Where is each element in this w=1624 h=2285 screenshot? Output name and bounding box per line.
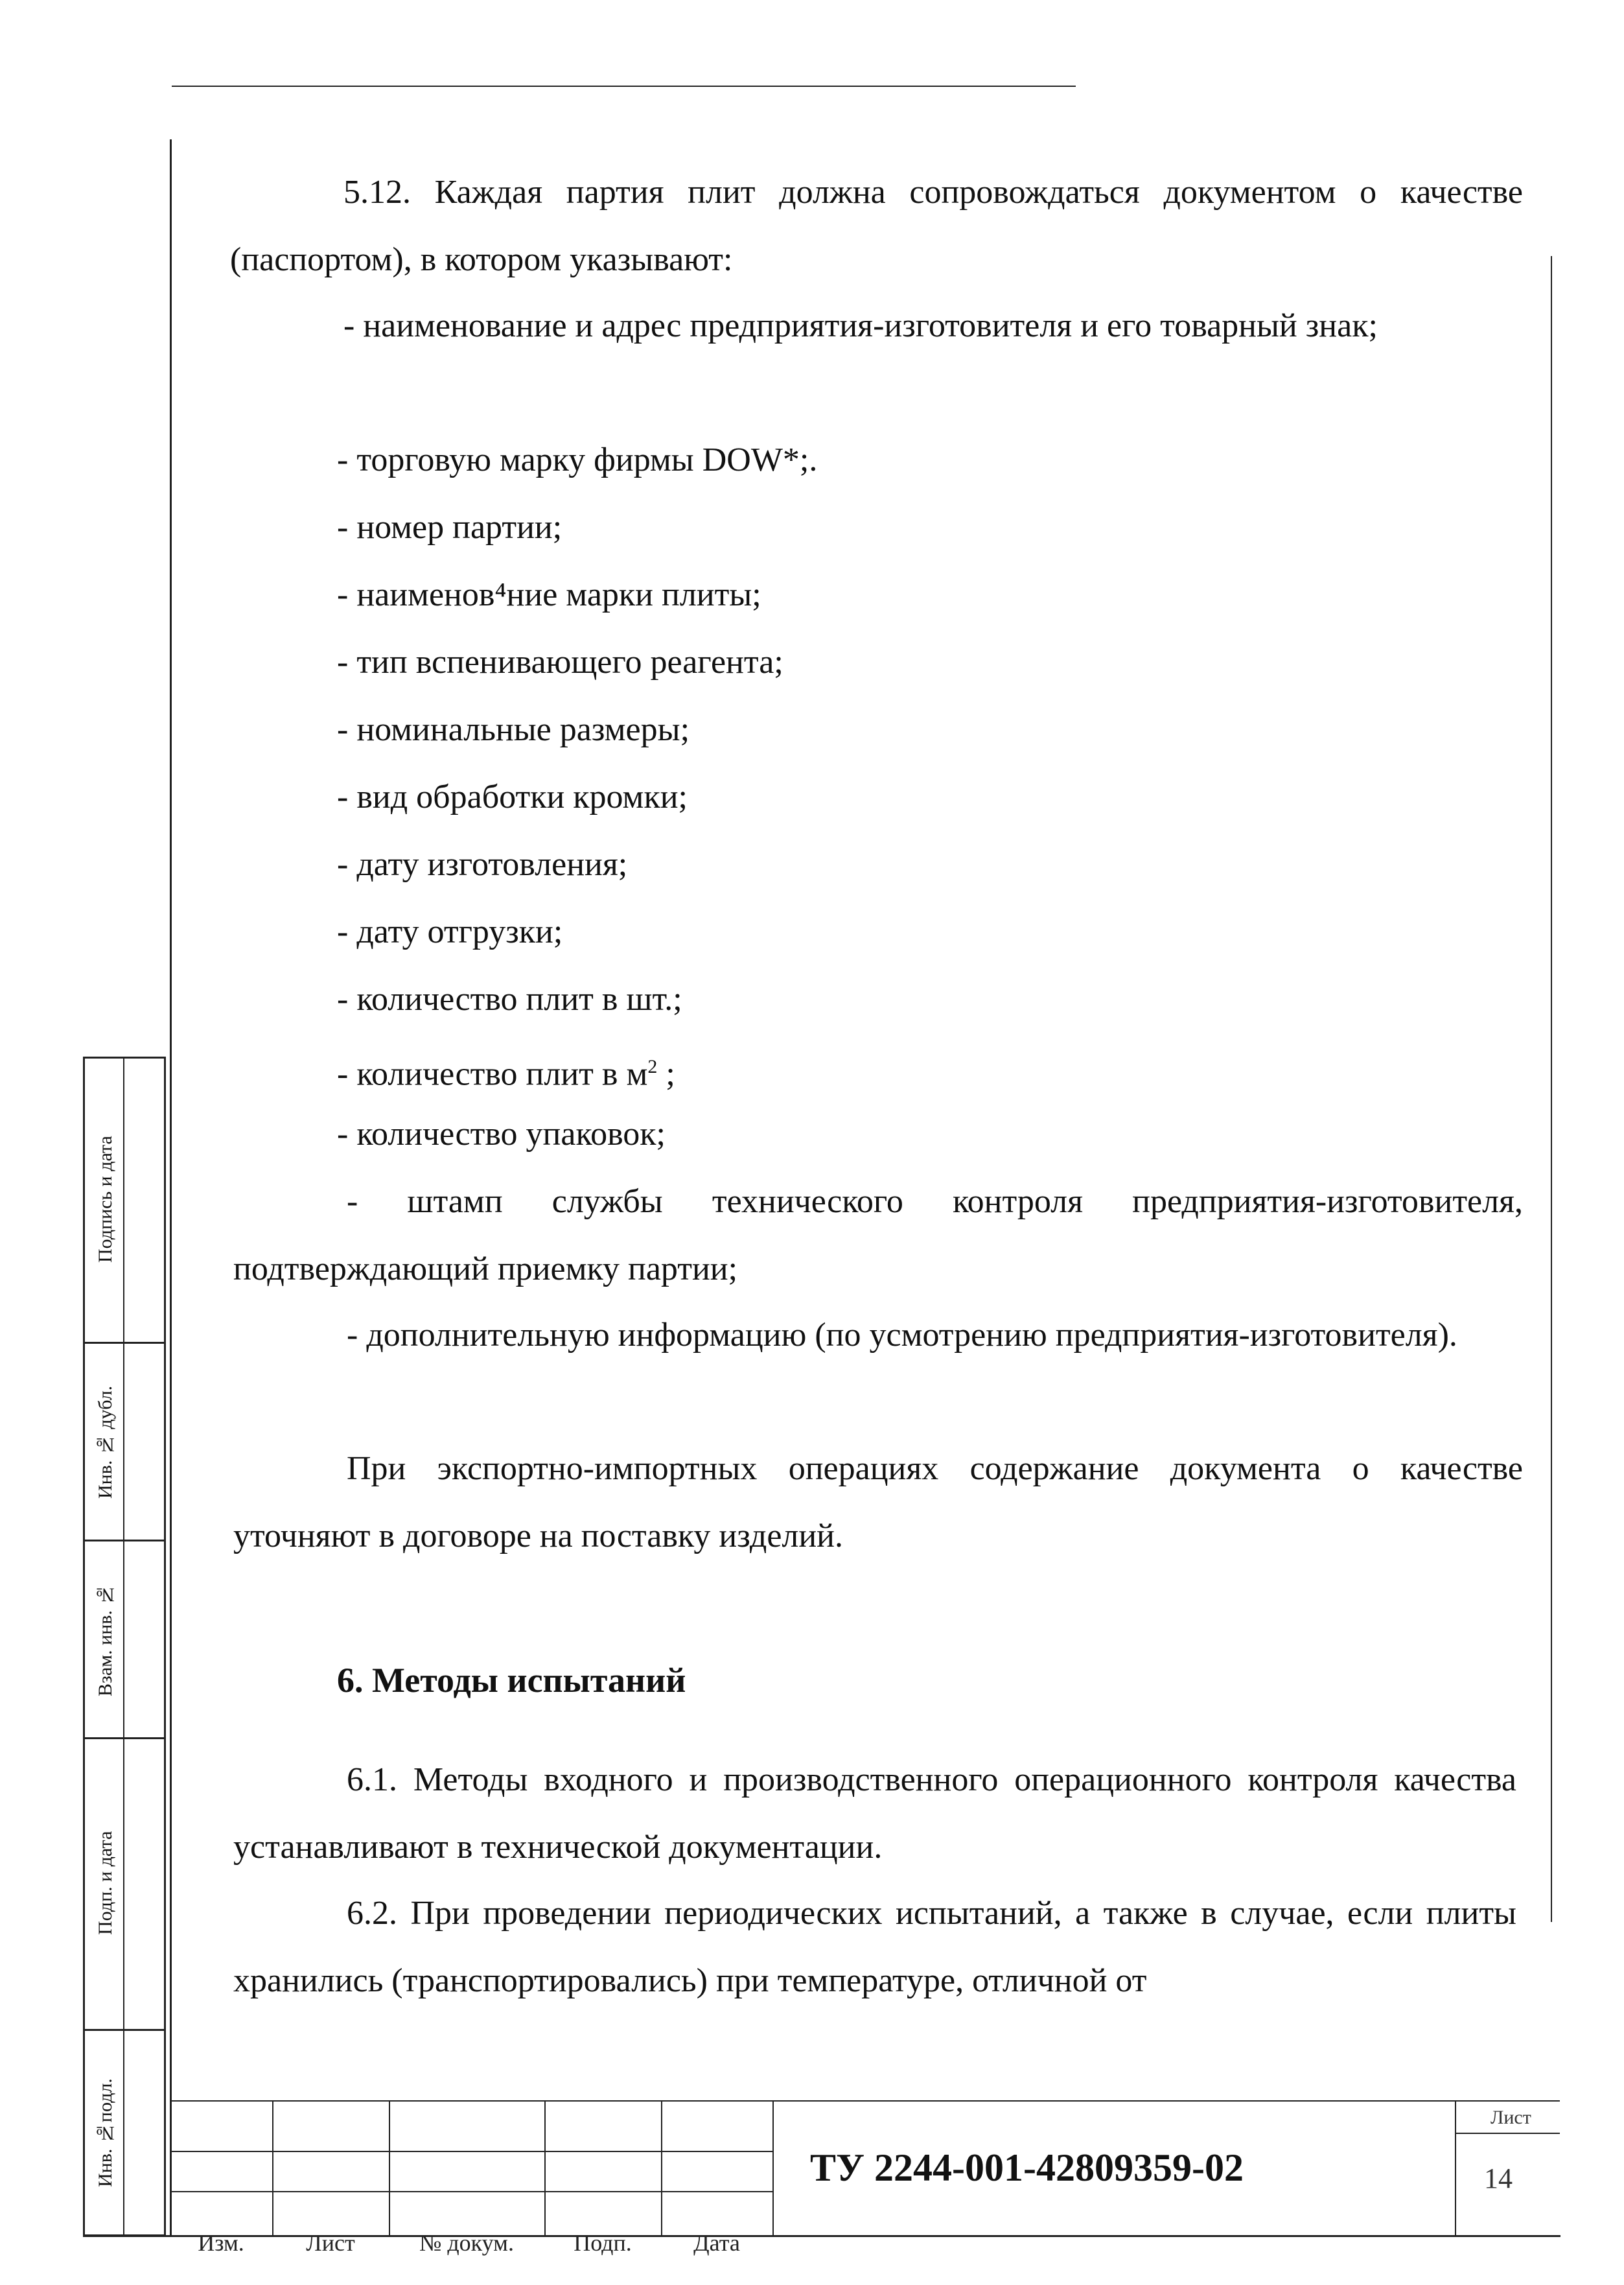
m2-sup: 2: [647, 1056, 658, 1077]
paragraph-export: При экспортно-импортных операциях содержание документа о качестве уточняют в договоре на поставку изделий.: [233, 1450, 1523, 1554]
sheet-number: 14: [1484, 2162, 1513, 2194]
m2-suffix: ;: [657, 1055, 675, 1093]
list-item: - вид обработки кромки;: [337, 779, 688, 815]
title-list: Лист: [306, 2230, 355, 2256]
paragraph-6-1: 6.1. Методы входного и производственного операционного контроля качества устанавливают в технической документации.: [233, 1761, 1516, 1866]
list-item: - дату отгрузки;: [337, 913, 563, 950]
margin-sep-4: [83, 2029, 166, 2031]
title-col: [661, 2100, 662, 2235]
title-block-row: [170, 2151, 772, 2152]
right-frame-line: [1551, 256, 1552, 1922]
title-col: [544, 2100, 546, 2235]
document-number: ТУ 2244-001-42809359-02: [810, 2146, 1244, 2189]
list-item: - номер партии;: [337, 509, 563, 546]
margin-label-podp-data: Подп. и дата: [95, 1831, 116, 1936]
title-block-top: [170, 2100, 1560, 2102]
title-podp: Подп.: [574, 2230, 632, 2256]
title-col-sheet: [1455, 2100, 1456, 2235]
margin-sep-2: [83, 1540, 166, 1541]
title-col: [389, 2100, 390, 2235]
title-col: [772, 2100, 774, 2235]
list-item: - количество упаковок;: [337, 1116, 666, 1153]
margin-label-inv-podl: Инв. №подл.: [95, 2078, 116, 2187]
section-6-heading: 6. Методы испытаний: [337, 1661, 686, 1700]
list-item: - тип вспенивающего реагента;: [337, 644, 783, 681]
list-item-m2: [337, 1033, 675, 1108]
title-col: [272, 2100, 273, 2235]
sheet-label: Лист: [1491, 2107, 1531, 2128]
list-item: - наименов⁴ние марки плиты;: [337, 576, 761, 613]
list-item: - торговую марку фирмы DOW*;.: [337, 441, 818, 478]
title-block-row: [170, 2191, 772, 2192]
title-dokum: № докум.: [419, 2230, 514, 2256]
margin-label-vzam-inv: Взам. инв. №: [95, 1584, 116, 1696]
sheet-sep: [1455, 2133, 1560, 2134]
item-additional-info: - дополнительную информацию (по усмотрению предприятия-изготовителя).: [347, 1317, 1457, 1353]
list-item: - количество плит в шт.;: [337, 981, 682, 1018]
paragraph-5-12: 5.12. Каждая партия плит должна сопровождаться документом о качестве (паспортом), в котором указывают:: [230, 174, 1523, 278]
margin-label-podpis-data: Подпись и дата: [95, 1136, 116, 1263]
item-stamp: - штамп службы технического контроля предприятия-изготовителя, подтверждающий приемку партии;: [233, 1183, 1523, 1287]
item-manufacturer-name: - наименование и адрес предприятия-изготовителя и его товарный знак;: [343, 307, 1378, 344]
list-item: - дату изготовления;: [337, 846, 628, 883]
paragraph-6-2: 6.2. При проведении периодических испытаний, а также в случае, если плиты хранились (транспортировались) при температуре, отличной от: [233, 1895, 1516, 1999]
left-frame-line: [170, 139, 172, 2236]
margin-label-inv-dubl: Инв. № дубл.: [95, 1385, 116, 1499]
title-data: Дата: [693, 2230, 740, 2256]
margin-sep-1: [83, 1342, 166, 1344]
top-rule: [172, 86, 1076, 87]
m2-prefix: - количество плит в м: [337, 1055, 648, 1093]
title-izm: Изм.: [198, 2230, 244, 2256]
margin-sep-3: [83, 1737, 166, 1739]
list-item: - номинальные размеры;: [337, 711, 690, 748]
